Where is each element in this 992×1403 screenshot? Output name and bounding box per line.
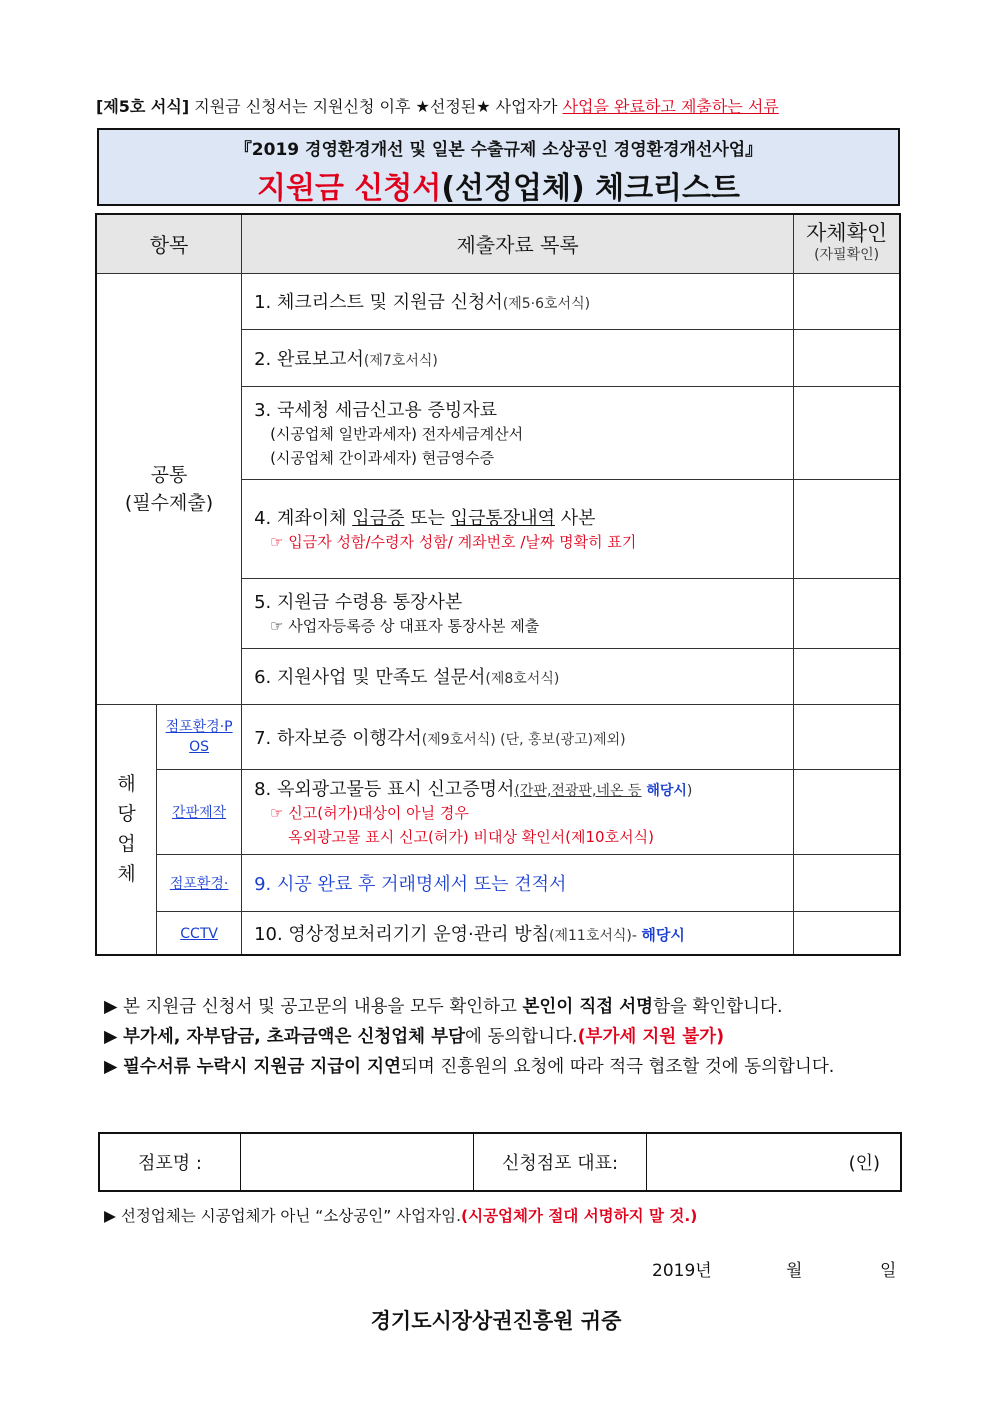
item-4-mid: 또는 bbox=[404, 507, 451, 529]
item-6-main: 6. 지원사업 및 만족도 설문서 bbox=[254, 667, 486, 688]
item-2-main: 2. 완료보고서 bbox=[254, 348, 364, 370]
table-row bbox=[96, 854, 900, 911]
item-8 bbox=[242, 769, 794, 854]
item-4-main bbox=[254, 504, 793, 530]
category-10-link[interactable]: CCTV bbox=[180, 926, 218, 943]
category-7-link[interactable]: 점포환경·POS bbox=[165, 718, 233, 755]
addressee: 경기도시장상권진흥원 귀중 bbox=[370, 1309, 622, 1333]
item-2-form: (제7호서식) bbox=[363, 352, 438, 369]
item-2 bbox=[242, 329, 794, 386]
check-cell-1[interactable] bbox=[794, 273, 900, 329]
item-5-note: ☞ 사업자등록증 상 대표자 통장사본 제출 bbox=[270, 617, 540, 635]
check-cell-10[interactable] bbox=[794, 911, 900, 955]
check-cell-4[interactable] bbox=[794, 479, 900, 578]
signature-table bbox=[98, 1132, 902, 1192]
note-3-b: 필수서류 누락시 지원금 지급이 지연 bbox=[123, 1057, 401, 1077]
agreement-notes bbox=[104, 992, 834, 1082]
item-8-main-line bbox=[254, 775, 793, 801]
item-8-note1: ☞ 신고(허가)대상이 아닐 경우 bbox=[270, 803, 469, 822]
seal-mark: (인) bbox=[848, 1153, 880, 1174]
note-2-b: 부가세, 자부담금, 초과금액은 신청업체 부담 bbox=[123, 1027, 465, 1047]
title-box bbox=[97, 128, 900, 206]
note-3-a: ▶ bbox=[104, 1057, 124, 1077]
category-7 bbox=[157, 704, 242, 769]
item-1-main: 1. 체크리스트 및 지원금 신청서 bbox=[254, 292, 503, 313]
note-1-b: 본인이 직접 서명 bbox=[522, 997, 654, 1017]
note-2-a: ▶ bbox=[104, 1027, 124, 1047]
document-title-rest: (선정업체) 체크리스트 bbox=[441, 171, 740, 206]
item-4-pre: 4. 계좌이체 bbox=[254, 507, 353, 529]
note-2-red: (부가세 지원 불가) bbox=[577, 1027, 725, 1047]
header-list: 제출자료 목록 bbox=[242, 214, 794, 273]
checklist-table bbox=[95, 213, 901, 956]
form-number: [제5호 서식] bbox=[96, 97, 190, 116]
special-label-3: 업 bbox=[117, 833, 136, 856]
item-4-deposit-slip: 입금증 bbox=[352, 507, 405, 529]
representative-label: 신청점포 대표: bbox=[474, 1133, 647, 1191]
store-name-field[interactable] bbox=[241, 1133, 474, 1191]
item-10-main: 10. 영상정보처리기기 운영·관리 방침 bbox=[254, 923, 550, 945]
common-label: 공통 bbox=[150, 463, 188, 486]
category-9-link[interactable]: 점포환경· bbox=[169, 876, 229, 892]
date-month: 월 bbox=[786, 1261, 803, 1281]
item-6-form: (제8호서식) bbox=[485, 671, 560, 687]
check-cell-8[interactable] bbox=[794, 769, 900, 854]
footer-note-text: ▶ 선정업체는 시공업체가 아닌 “소상공인” 사업자임. bbox=[104, 1207, 462, 1225]
item-8-note2: 옥외광고물 표시 신고(허가) 비대상 확인서(제10호서식) bbox=[288, 827, 654, 846]
footer-note-warning: (시공업체가 절대 서명하지 말 것.) bbox=[461, 1207, 698, 1225]
item-8-examples: (간판,전광판,네온 등 bbox=[514, 782, 642, 799]
note-3 bbox=[104, 1052, 834, 1082]
category-10 bbox=[157, 911, 242, 955]
check-cell-6[interactable] bbox=[794, 648, 900, 704]
item-10-applicable: 해당시 bbox=[641, 925, 685, 944]
representative-field[interactable] bbox=[647, 1133, 902, 1191]
item-10 bbox=[242, 911, 794, 955]
check-cell-9[interactable] bbox=[794, 854, 900, 911]
date-day: 일 bbox=[880, 1261, 897, 1281]
special-label-1: 해 bbox=[117, 773, 136, 796]
common-sub: (필수제출) bbox=[124, 491, 214, 514]
store-name-label: 점포명 : bbox=[99, 1133, 241, 1191]
item-5-main: 5. 지원금 수령용 통장사본 bbox=[254, 592, 463, 613]
category-8 bbox=[157, 769, 242, 854]
table-row bbox=[96, 911, 900, 955]
date-year: 2019년 bbox=[652, 1261, 712, 1281]
document-title bbox=[99, 163, 898, 207]
special-category bbox=[96, 704, 157, 955]
item-4-bankbook: 입금통장내역 bbox=[450, 507, 555, 529]
special-label-2: 당 bbox=[117, 803, 136, 826]
item-3 bbox=[242, 386, 794, 479]
note-2-c: 에 동의합니다. bbox=[465, 1027, 578, 1047]
table-row bbox=[96, 273, 900, 329]
document-title-main: 지원금 신청서 bbox=[256, 171, 442, 206]
item-10-form: (제11호서식)- bbox=[549, 927, 642, 944]
form-header bbox=[96, 94, 779, 117]
header-check-sub: (자필확인) bbox=[814, 246, 880, 263]
footer-note bbox=[104, 1204, 697, 1226]
item-3-sub1: (시공업체 일반과세자) 전자세금계산서 bbox=[270, 424, 524, 443]
check-cell-7[interactable] bbox=[794, 704, 900, 769]
form-description: 지원금 신청서는 지원신청 이후 ★선정된★ 사업자가 bbox=[189, 97, 563, 116]
item-8-applicable: 해당시 bbox=[641, 782, 687, 799]
form-description-highlight: 사업을 완료하고 제출하는 서류 bbox=[562, 97, 779, 116]
note-1-c: 함을 확인합니다. bbox=[653, 997, 783, 1017]
item-6 bbox=[242, 648, 794, 704]
item-1-form: (제5·6호서식) bbox=[502, 296, 591, 312]
header-check bbox=[794, 214, 900, 273]
table-row bbox=[96, 769, 900, 854]
program-title: 『2019 경영환경개선 및 일본 수출규제 소상공인 경영환경개선사업』 bbox=[234, 140, 763, 160]
item-1 bbox=[242, 273, 794, 329]
note-3-c: 되며 진흥원의 요청에 따라 적극 협조할 것에 동의합니다. bbox=[400, 1057, 835, 1077]
header-item: 항목 bbox=[96, 214, 242, 273]
category-8-link[interactable]: 간판제작 bbox=[172, 805, 227, 821]
table-header-row bbox=[96, 214, 900, 273]
item-3-sub2: (시공업체 간이과세자) 현금영수증 bbox=[270, 448, 495, 467]
check-cell-2[interactable] bbox=[794, 329, 900, 386]
item-4-post: 사본 bbox=[554, 507, 596, 529]
check-cell-3[interactable] bbox=[794, 386, 900, 479]
check-cell-5[interactable] bbox=[794, 578, 900, 648]
item-3-main: 3. 국세청 세금신고용 증빙자료 bbox=[254, 399, 498, 421]
item-7-form: (제9호서식) (단, 홍보(광고)제외) bbox=[421, 731, 626, 748]
item-8-main: 8. 옥외광고물등 표시 신고증명서 bbox=[254, 778, 515, 800]
note-1-a: ▶ 본 지원금 신청서 및 공고문의 내용을 모두 확인하고 bbox=[104, 997, 523, 1017]
category-9 bbox=[157, 854, 242, 911]
note-1 bbox=[104, 992, 834, 1022]
item-5 bbox=[242, 578, 794, 648]
item-7-main: 7. 하자보증 이행각서 bbox=[254, 727, 422, 749]
table-row bbox=[96, 704, 900, 769]
note-2 bbox=[104, 1022, 834, 1052]
item-9: 9. 시공 완료 후 거래명세서 또는 견적서 bbox=[242, 854, 794, 911]
header-check-label: 자체확인 bbox=[806, 220, 888, 245]
item-8-close: ) bbox=[686, 782, 693, 799]
item-4-note: ☞ 입금자 성함/수령자 성함/ 계좌번호 /날짜 명확히 표기 bbox=[270, 532, 637, 551]
item-7 bbox=[242, 704, 794, 769]
item-4 bbox=[242, 479, 794, 578]
special-label-4: 체 bbox=[117, 863, 136, 886]
common-category bbox=[96, 273, 242, 704]
